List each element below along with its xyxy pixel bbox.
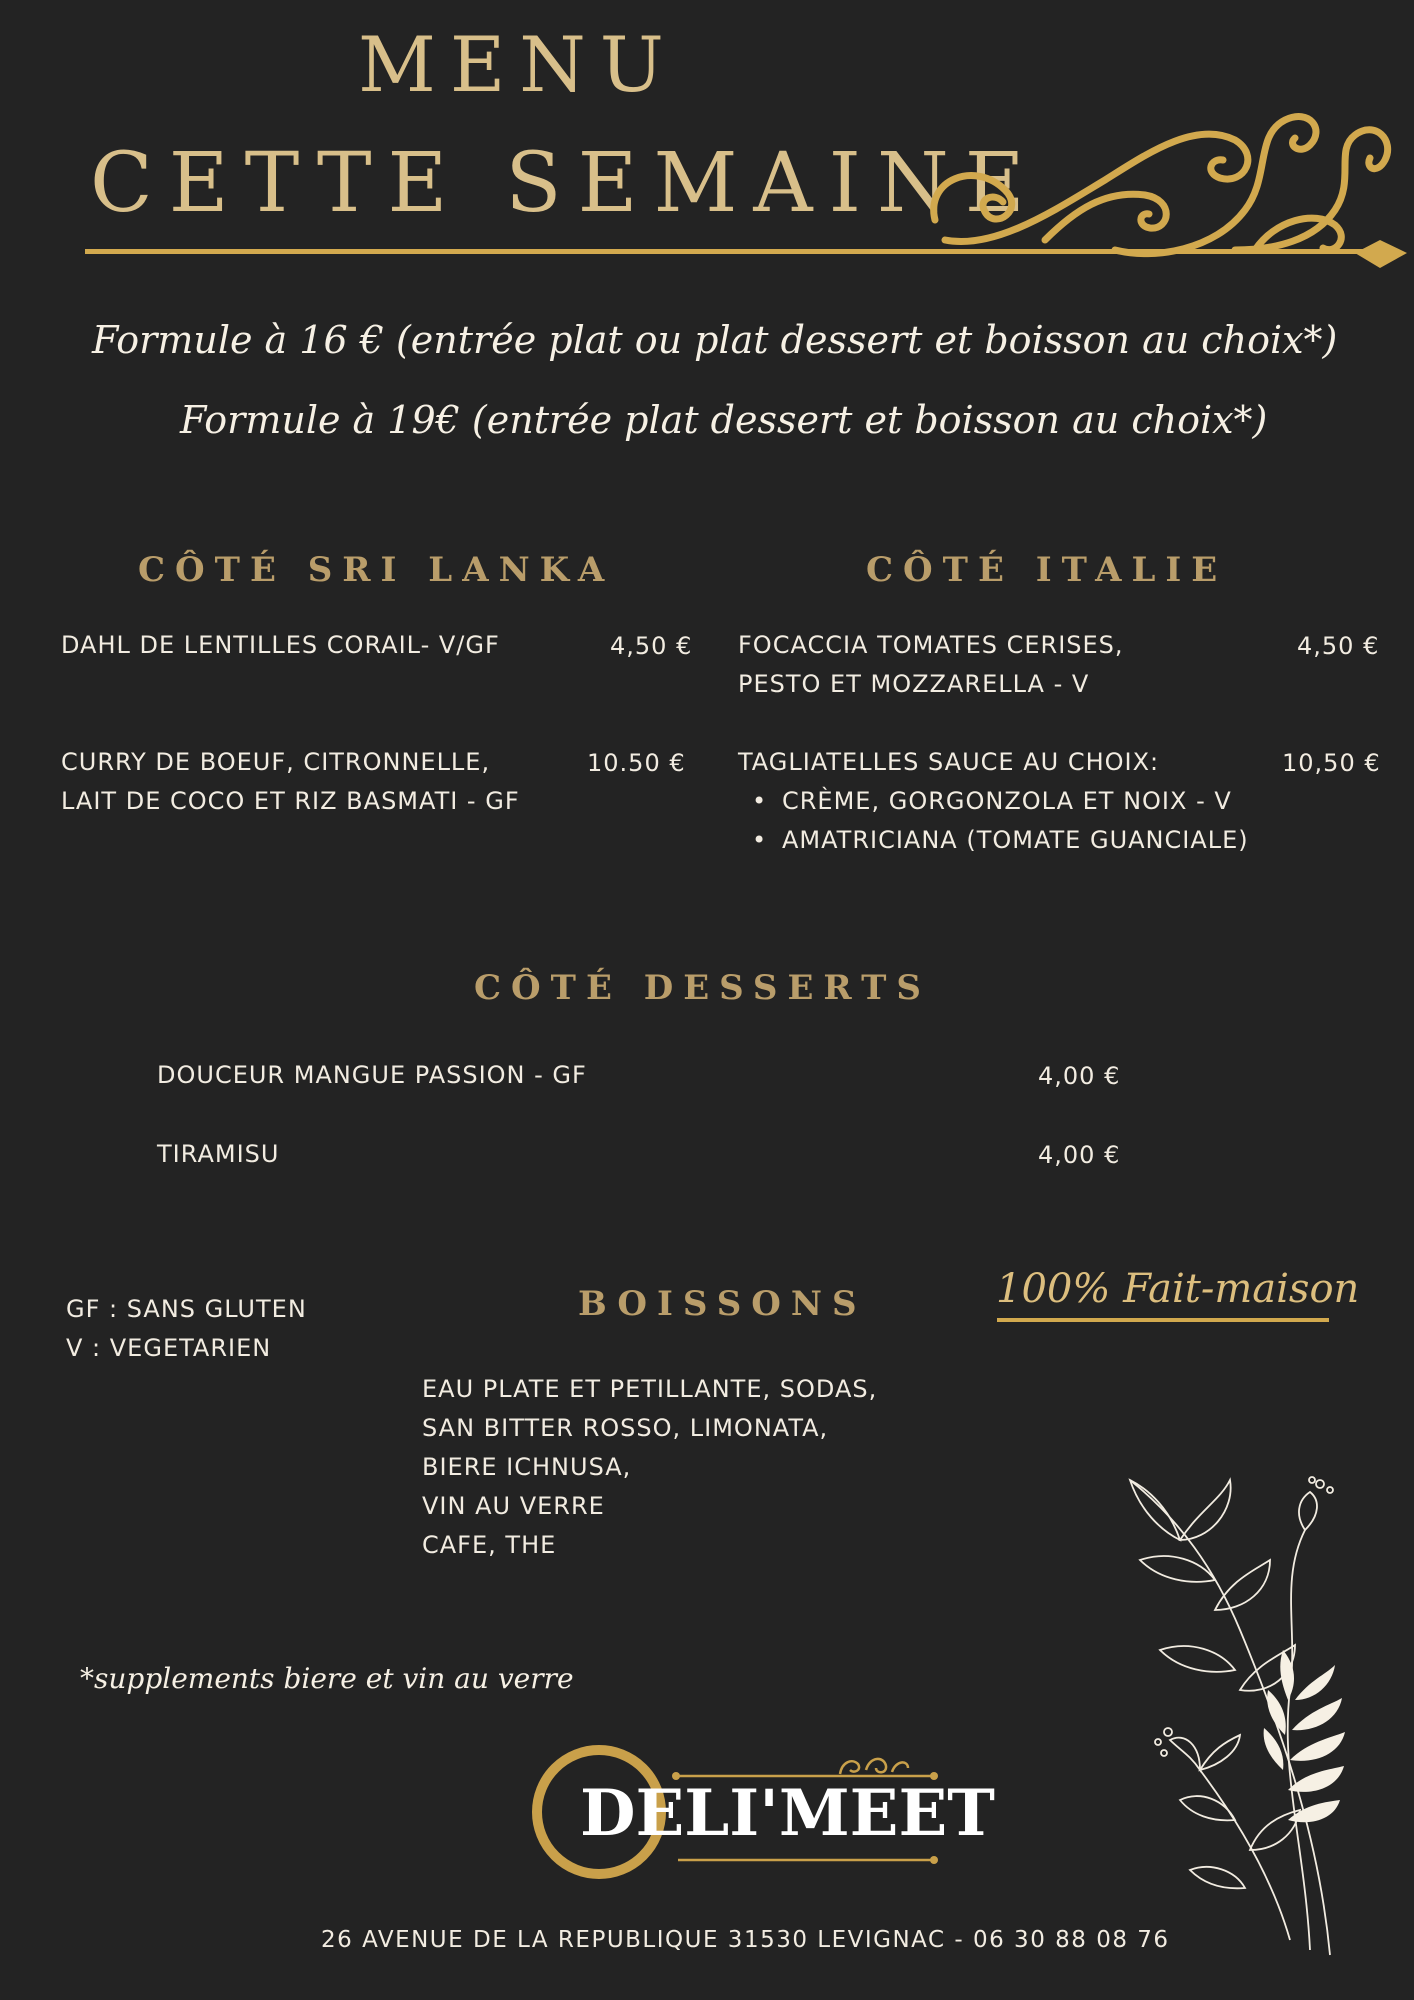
list-item: • AMATRICIANA (TOMATE GUANCIALE) <box>738 821 1249 860</box>
section-title-italie: CÔTÉ ITALIE <box>866 550 1228 590</box>
drink-line: CAFE, THE <box>422 1531 557 1559</box>
menu-item <box>61 626 500 665</box>
item-price: 10,50 € <box>1282 749 1381 777</box>
item-name: TAGLIATELLES SAUCE AU CHOIX: <box>738 748 1160 776</box>
list-item: • CRÈME, GORGONZOLA ET NOIX - V <box>738 782 1249 821</box>
dessert-name: TIRAMISU <box>157 1140 280 1168</box>
dessert-price: 4,00 € <box>1038 1062 1121 1090</box>
menu-item <box>738 626 1124 704</box>
week-title: CETTE SEMAINE <box>90 136 1041 231</box>
drinks-list <box>422 1370 877 1565</box>
drink-line: EAU PLATE ET PETILLANTE, SODAS, <box>422 1375 878 1403</box>
header-rule <box>85 249 1390 254</box>
logo-text: DELI'MEET <box>580 1776 995 1851</box>
item-price: 10.50 € <box>587 749 686 777</box>
supplements-note: *supplements biere et vin au verre <box>80 1662 574 1695</box>
legend-v: V : VEGETARIEN <box>66 1334 272 1362</box>
dessert-price: 4,00 € <box>1038 1141 1121 1169</box>
item-name: CURRY DE BOEUF, CITRONNELLE, <box>61 748 491 776</box>
item-name: FOCACCIA TOMATES CERISES, <box>738 631 1124 659</box>
item-name: LAIT DE COCO ET RIZ BASMATI - GF <box>61 787 520 815</box>
section-title-desserts: CÔTÉ DESSERTS <box>474 968 931 1008</box>
item-name: DAHL DE LENTILLES CORAIL- V/GF <box>61 631 500 659</box>
sauce-options <box>738 782 1249 860</box>
drink-line: BIERE ICHNUSA, <box>422 1453 632 1481</box>
dessert-name: DOUCEUR MANGUE PASSION - GF <box>157 1061 587 1089</box>
badge-underline <box>997 1318 1329 1322</box>
address: 26 AVENUE DE LA REPUBLIQUE 31530 LEVIGNAC - 06 30 88 08 76 <box>321 1927 1170 1953</box>
item-price: 4,50 € <box>610 632 693 660</box>
item-price: 4,50 € <box>1297 632 1380 660</box>
section-title-boissons: BOISSONS <box>578 1284 867 1324</box>
legend-gf: GF : SANS GLUTEN <box>66 1295 307 1323</box>
menu-item <box>738 743 1249 860</box>
drink-line: VIN AU VERRE <box>422 1492 605 1520</box>
item-name: PESTO ET MOZZARELLA - V <box>738 670 1090 698</box>
drink-line: SAN BITTER ROSSO, LIMONATA, <box>422 1414 829 1442</box>
menu-item <box>61 743 520 821</box>
floral-illustration-icon <box>1120 1470 1380 1960</box>
section-title-sri-lanka: CÔTÉ SRI LANKA <box>138 550 615 590</box>
menu-title: MENU <box>358 20 678 109</box>
formula-19: Formule à 19€ (entrée plat dessert et boisson au choix*) <box>180 398 1268 442</box>
homemade-badge: 100% Fait-maison <box>996 1266 1360 1312</box>
formula-16: Formule à 16 € (entrée plat ou plat dessert et boisson au choix*) <box>92 318 1338 362</box>
diet-legend <box>66 1290 307 1368</box>
